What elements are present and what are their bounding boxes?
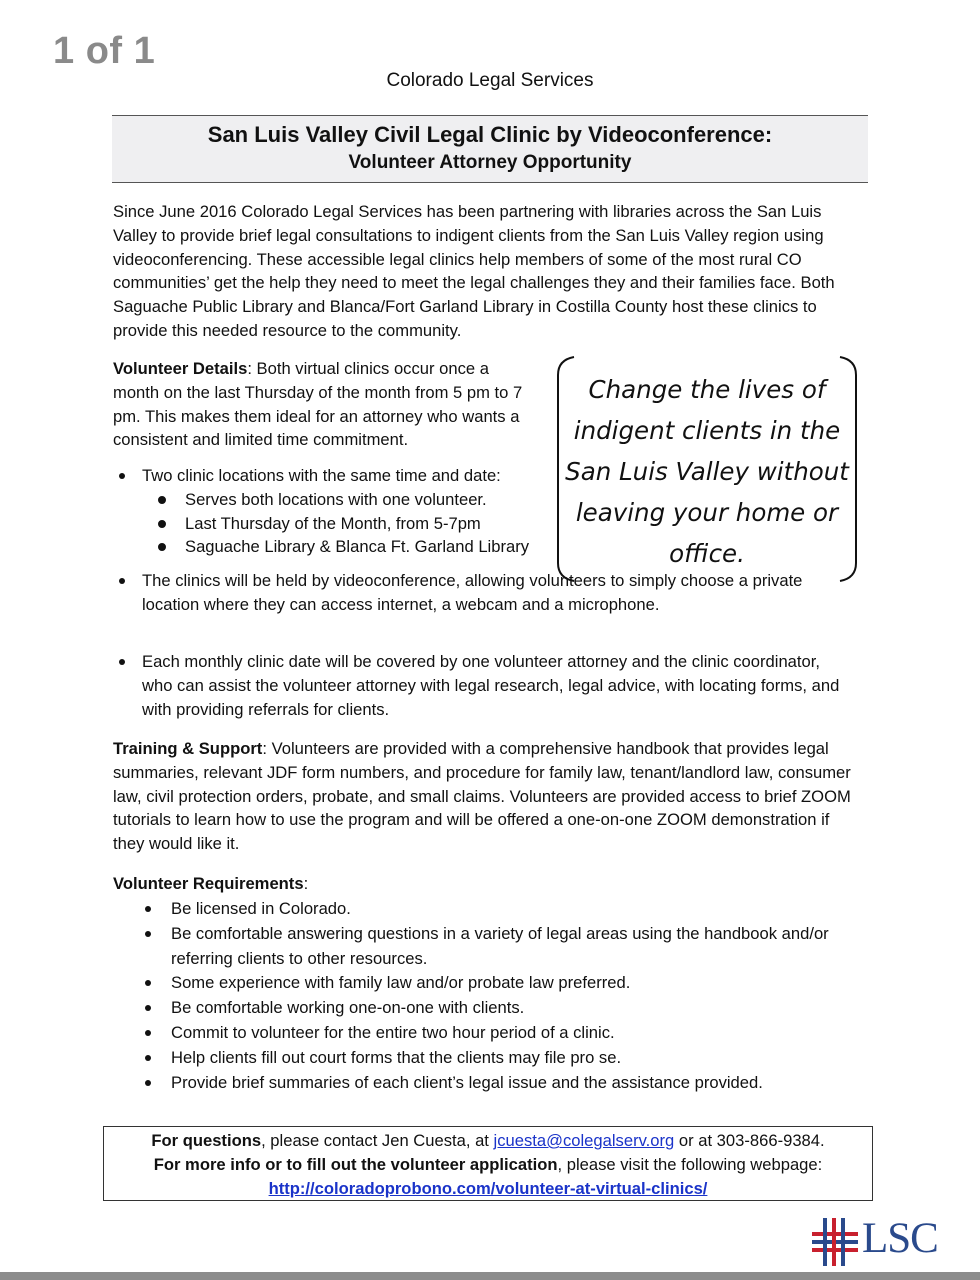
training-text: : Volunteers are provided with a comprehensive handbook that provides legal summaries, relevant JDF form numbers, and procedure for family law, tenant/landlord law, consumer law, civil protection orders, probate, and small claims. Volunteers are provided access to brief ZOOM tutorials to learn how to use the program and will be offered a one-on-one ZOOM demonstration if they would like it. [113, 739, 851, 854]
contact-line-questions [104, 1129, 872, 1153]
info-label: For more info or to fill out the volunteer application [153, 1155, 558, 1174]
email-link[interactable]: jcuesta@colegalserv.org [493, 1131, 675, 1150]
list-item-text: Two clinic locations with the same time and date: [142, 466, 501, 485]
list-item-text: The clinics will be held by videoconference, allowing volunteers to simply choose a private location where they can access internet, a webcam and a microphone. [142, 571, 803, 614]
sub-list-item: Saguache Library & Blanca Ft. Garland Library [142, 535, 553, 559]
document-subtitle: Volunteer Attorney Opportunity [348, 152, 632, 173]
list-item [113, 464, 553, 559]
phone-text: or at 303-866-9384. [674, 1131, 825, 1150]
requirements-heading [113, 872, 513, 896]
details-list [113, 464, 553, 559]
details-list [113, 650, 853, 721]
requirement-item: Some experience with family law and/or probate law preferred. [142, 971, 832, 996]
requirement-item: Be licensed in Colorado. [142, 897, 832, 922]
requirement-item: Commit to volunteer for the entire two hour period of a clinic. [142, 1021, 832, 1046]
sub-list-item: Last Thursday of the Month, from 5-7pm [142, 512, 553, 536]
document-title: San Luis Valley Civil Legal Clinic by Videoconference: [207, 122, 773, 147]
callout-box [556, 355, 858, 583]
requirements-colon: : [303, 874, 309, 893]
contact-box [103, 1126, 873, 1201]
requirement-item: Help clients fill out court forms that the clients may file pro se. [142, 1046, 832, 1071]
info-text: , please visit the following webpage: [557, 1155, 823, 1174]
list-item: Each monthly clinic date will be covered by one volunteer attorney and the clinic coordinator, who can assist the volunteer attorney with legal research, legal advice, with locating forms, and with providing referrals for clients. [113, 650, 853, 721]
questions-label: For questions [151, 1131, 262, 1150]
volunteer-details-paragraph [113, 357, 533, 452]
volunteer-details-label: Volunteer Details [113, 359, 248, 378]
bottom-bar [0, 1272, 980, 1280]
intro-paragraph: Since June 2016 Colorado Legal Services has been partnering with libraries across the San Luis Valley to provide brief legal consultations to indigent clients from the San Luis Valley region using videoconferencing. These accessible legal clinics help members of some of the most rural CO communities’ get the help they need to meet the legal challenges they and their families face. Both Saguache Public Library and Blanca/Fort Garland Library in Costilla County host these clinics to provide this needed resource to the community. [113, 202, 835, 340]
sub-list [142, 488, 553, 559]
title-banner [112, 115, 868, 183]
callout-text: Change the lives of indigent clients in the San Luis Valley without leaving your home or office. [565, 375, 849, 568]
sub-list-item: Serves both locations with one volunteer. [142, 488, 553, 512]
training-label: Training & Support [113, 739, 263, 758]
requirements-label: Volunteer Requirements [113, 874, 304, 893]
contact-line-url [104, 1177, 872, 1201]
requirement-item: Provide brief summaries of each client’s legal issue and the assistance provided. [142, 1071, 832, 1096]
requirement-item: Be comfortable working one-on-one with clients. [142, 996, 832, 1021]
lsc-mark-icon [810, 1214, 862, 1270]
lsc-logo-text: LSC [862, 1215, 938, 1262]
requirement-item: Be comfortable answering questions in a variety of legal areas using the handbook and/or referring clients to other resources. [142, 922, 832, 972]
contact-line-info [104, 1153, 872, 1177]
training-paragraph [113, 737, 865, 856]
requirements-list [142, 897, 832, 1095]
questions-text: , please contact Jen Cuesta, at [261, 1131, 494, 1150]
page-counter: 1 of 1 [53, 30, 156, 72]
volunteer-details-text: : Both virtual clinics occur once a month on the last Thursday of the month from 5 pm to 7 pm. This makes them ideal for an attorney who wants a consistent and limited time commitment. [113, 359, 523, 450]
organization-name: Colorado Legal Services [386, 70, 594, 91]
webpage-link[interactable]: http://coloradoprobono.com/volunteer-at-virtual-clinics/ [268, 1179, 708, 1198]
